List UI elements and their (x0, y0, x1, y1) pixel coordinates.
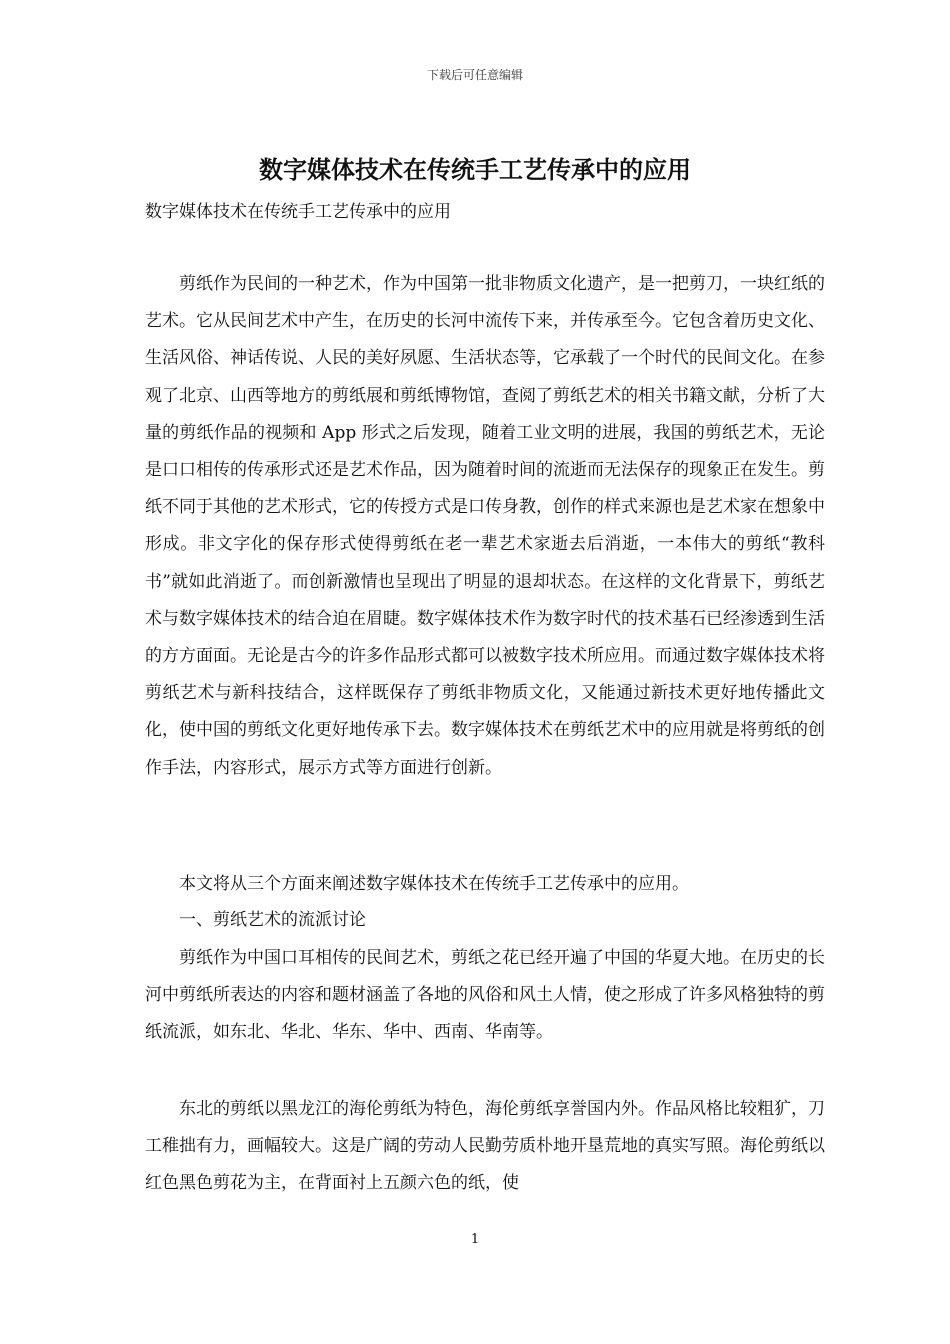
document-title: 数字媒体技术在传统手工艺传承中的应用 (259, 155, 691, 184)
body-paragraph: 东北的剪纸以黑龙江的海伦剪纸为特色，海伦剪纸享誉国内外。作品风格比较粗犷，刀工稚拙有力，画幅较大。这是广阔的劳动人民勤劳质朴地开垦荒地的真实写照。海伦剪纸以红色黑色剪花为主，在背面衬上五颜六色的纸，使 (145, 1099, 825, 1194)
body-paragraph: 剪纸作为民间的一种艺术，作为中国第一批非物质文化遗产，是一把剪刀，一块红纸的艺术。它从民间艺术中产生，在历史的长河中流传下来，并传承至今。它包含着历史文化、生活风俗、神话传说、人民的美好夙愿、生活状态等，它承载了一个时代的民间文化。在参观了北京、山西等地方的剪纸展和剪纸博物馆，查阅了剪纸艺术的相关书籍文献，分析了大量的剪纸作品的视频和 App 形式之后发现，随着工业文明的进展，我国的剪纸艺术，无论是口口相传的传承形式还是艺术作品，因为随着时间的流逝而无法保存的现象正在发生。剪纸不同于其他的艺术形式，它的传授方式是口传身教，创作的样式来源也是艺术家在想象中形成。非文字化的保存形式使得剪纸在老一辈艺术家逝去后消逝，一本伟大的剪纸“教科书”就如此消逝了。而创新激情也呈现出了明显的退却状态。在这样的文化背景下，剪纸艺术与数字媒体技术的结合迫在眉睫。数字媒体技术作为数字时代的技术基石已经渗透到生活的方方面面。无论是古今的许多作品形式都可以被数字技术所应用。而通过数字媒体技术将剪纸艺术与新科技结合，这样既保存了剪纸非物质文化，又能通过新技术更好地传播此文化，使中国的剪纸文化更好地传承下去。数字媒体技术在剪纸艺术中的应用就是将剪纸的创作手法，内容形式，展示方式等方面进行创新。 (145, 274, 825, 778)
body-paragraph: 本文将从三个方面来阐述数字媒体技术在传统手工艺传承中的应用。 (179, 874, 689, 894)
header-note: 下载后可任意编辑 (426, 68, 523, 82)
body-paragraph: 剪纸作为中国口耳相传的民间艺术，剪纸之花已经开遍了中国的华夏大地。在历史的长河中剪纸所表达的内容和题材涵盖了各地的风俗和风土人情，使之形成了许多风格独特的剪纸流派，如东北、华北、华东、华中、西南、华南等。 (145, 948, 825, 1043)
page-number: 1 (470, 1232, 480, 1247)
section-heading: 一、剪纸艺术的流派讨论 (179, 910, 366, 930)
document-subtitle: 数字媒体技术在传统手工艺传承中的应用 (145, 202, 451, 222)
